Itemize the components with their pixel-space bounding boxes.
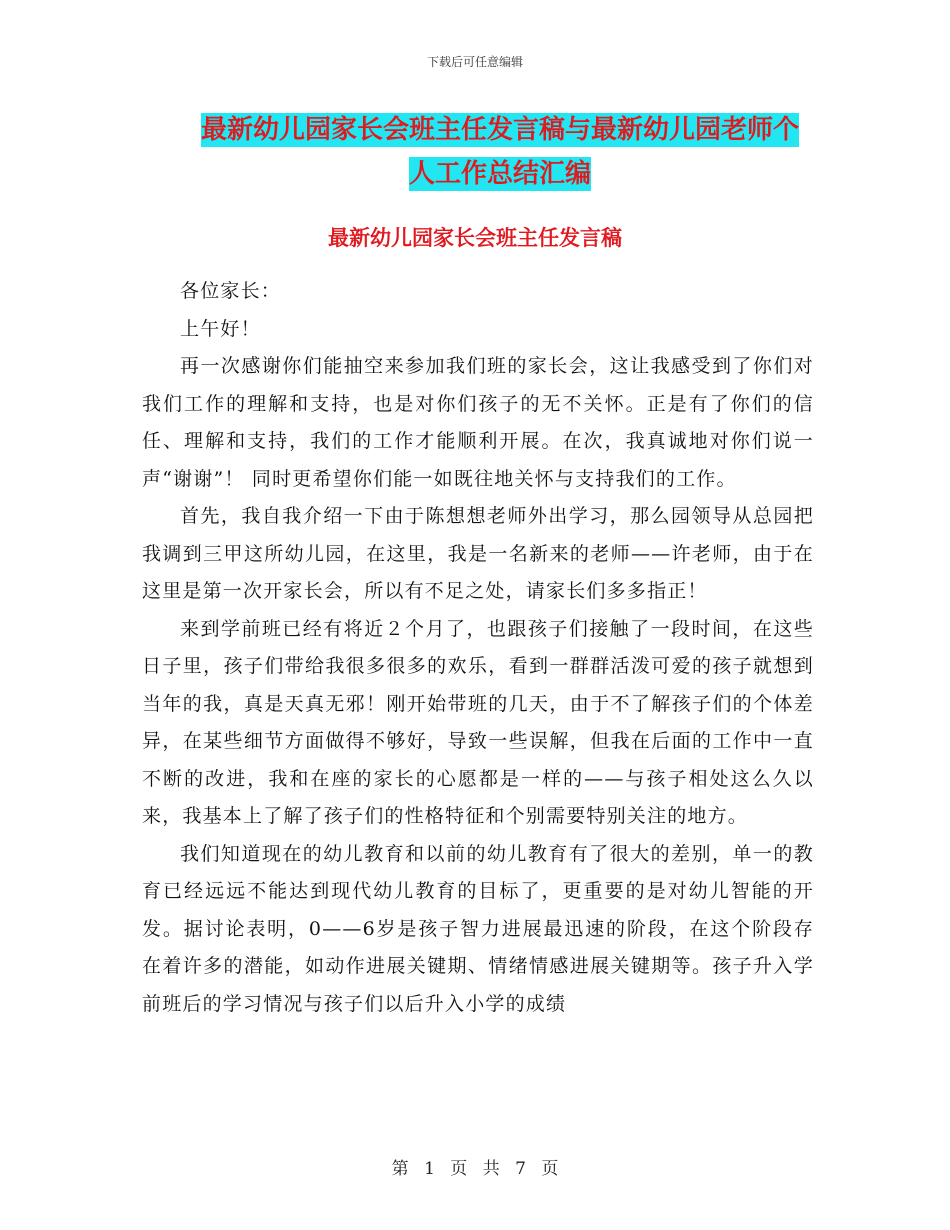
document-title-line-1: 最新幼儿园家长会班主任发言稿与最新幼儿园老师个	[200, 115, 799, 145]
paragraph: 我们知道现在的幼儿教育和以前的幼儿教育有了很大的差别，单一的教育已经远远不能达到现代幼儿教育的目标了，更重要的是对幼儿智能的开发。据讨论表明，0——6岁是孩子智力进展最迅速的阶段，在这个阶段存在着许多的潜能，如动作进展关键期、情绪情感进展关键期等。孩子升入学前班后的学习情况与孩子们以后升入小学的成绩	[142, 842, 814, 1015]
paragraph: 首先，我自我介绍一下由于陈想想老师外出学习，那么园领导从总园把我调到三甲这所幼儿园，在这里，我是一名新来的老师——许老师，由于在这里是第一次开家长会，所以有不足之处，请家长们多多指正！	[142, 505, 814, 602]
document-body	[142, 273, 814, 1023]
document-title-line-2: 人工作总结汇编	[408, 159, 591, 189]
page-header-note: 下载后可任意编辑	[426, 55, 523, 69]
paragraph: 来到学前班已经有将近２个月了，也跟孩子们接触了一段时间，在这些日子里，孩子们带给我很多很多的欢乐，看到一群群活泼可爱的孩子就想到当年的我，真是天真无邪！刚开始带班的几天，由于不了解孩子们的个体差异，在某些细节方面做得不够好，导致一些误解，但我在后面的工作中一直不断的改进，我和在座的家长的心愿都是一样的——与孩子相处这么久以来，我基本上了解了孩子们的性格特征和个别需要特别关注的地方。	[142, 617, 814, 827]
paragraph: 再一次感谢你们能抽空来参加我们班的家长会，这让我感受到了你们对我们工作的理解和支持，也是对你们孩子的无不关怀。正是有了你们的信任、理解和支持，我们的工作才能顺利开展。在次，我真诚地对你们说一声“谢谢”！ 同时更希望你们能一如既往地关怀与支持我们的工作。	[142, 355, 814, 490]
paragraph-greeting: 上午好！	[180, 317, 261, 340]
page-footer: 第 1 页 共 7 页	[391, 1159, 559, 1179]
section-title: 最新幼儿园家长会班主任发言稿	[328, 226, 622, 250]
document-title	[150, 108, 850, 196]
paragraph-salutation: 各位家长：	[180, 280, 282, 302]
